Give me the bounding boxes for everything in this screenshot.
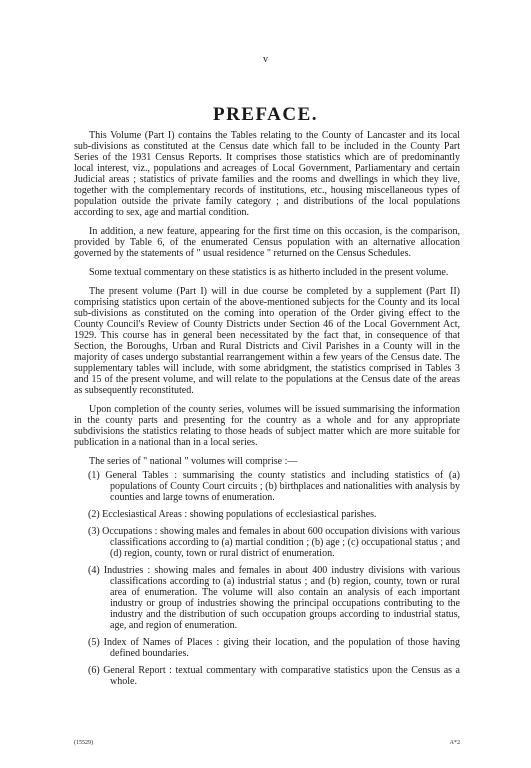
footer-print-code: (15529) [74, 740, 93, 746]
page-number: v [263, 54, 268, 65]
paragraph-national-volumes: Upon completion of the county series, volumes will be issued summarising the information in the county parts and presenting for the country as a whole and for any appropriate subdivisions the statistics relating to those heads of subject matter which are more suitable for publication in a national than in a local series. [74, 404, 460, 448]
list-item: (4) Industries : showing males and females in about 400 industry divisions with various classifications according to (a) industrial status ; and (b) region, county, town or rural area of enumeration. The volume will also contain an analysis of each important industry or group of industries showing the principal occupations contributing to the industry and the distribution of such occupation groups according to industrial status, age, and region of enumeration. [88, 565, 460, 631]
body-text [74, 130, 460, 693]
paragraph-new-feature: In addition, a new feature, appearing for the first time on this occasion, is the comparison, provided by Table 6, of the enumerated Census population with an alternative allocation governed by the statements of " usual residence " returned on the Census Schedules. [74, 226, 460, 259]
paragraph-supplement: The present volume (Part I) will in due course be completed by a supplement (Part II) comprising statistics upon certain of the above-mentioned subjects for the County and its local sub-divisions as constituted on the coming into operation of the Order giving effect to the County Council's Review of County Districts under Section 46 of the Local Government Act, 1929. This course has in general been necessitated by the fact that, in consequence of that Section, the Boroughs, Urban and Rural Districts and Civil Parishes in a County will in the majority of cases undergo substantial rearrangement within a few years of the Census date. The supplementary tables will include, with some abridgment, the statistics comprised in Tables 3 and 15 of the present volume, and will relate to the populations at the Census date of the areas as subsequently reconstituted. [74, 286, 460, 396]
national-volumes-list [74, 470, 460, 687]
list-item: (5) Index of Names of Places : giving their location, and the population of those having defined boundaries. [88, 637, 460, 659]
paragraph-commentary: Some textual commentary on these statistics is as hitherto included in the present volume. [89, 267, 449, 278]
page-title: PREFACE. [212, 104, 319, 125]
page-footer [74, 740, 460, 746]
list-item: (2) Ecclesiastical Areas : showing populations of ecclesiastical parishes. [88, 509, 377, 520]
list-item: (1) General Tables : summarising the county statistics and including statistics of (a) populations of County Court circuits ; (b) birthplaces and nationalities with analysis by counties and large towns of enumeration. [88, 470, 460, 503]
list-item: (3) Occupations : showing males and females in about 600 occupation divisions with various classifications according to (a) martial condition ; (b) age ; (c) occupational status ; and (d) region, county, town or rural district of enumeration. [88, 526, 460, 559]
list-item: (6) General Report : textual commentary with comparative statistics upon the Census as a whole. [88, 665, 460, 687]
footer-signature-mark: A*2 [449, 740, 460, 746]
paragraph-volume-contents: This Volume (Part I) contains the Tables relating to the County of Lancaster and its local sub-divisions as constituted at the Census date which fall to be included in the County Part Series of the 1931 Census Reports. It comprises those statistics which are of predominantly local interest, viz., populations and acreages of Local Government, Parliamentary and certain Judicial areas ; statistics of private families and the rooms and dwellings in which they live, together with the complementary records of institutions, etc., housing miscellaneous types of population outside the private family category ; and distributions of the local populations according to sex, age and martial condition. [74, 130, 460, 218]
list-intro: The series of " national " volumes will comprise :— [89, 456, 298, 467]
